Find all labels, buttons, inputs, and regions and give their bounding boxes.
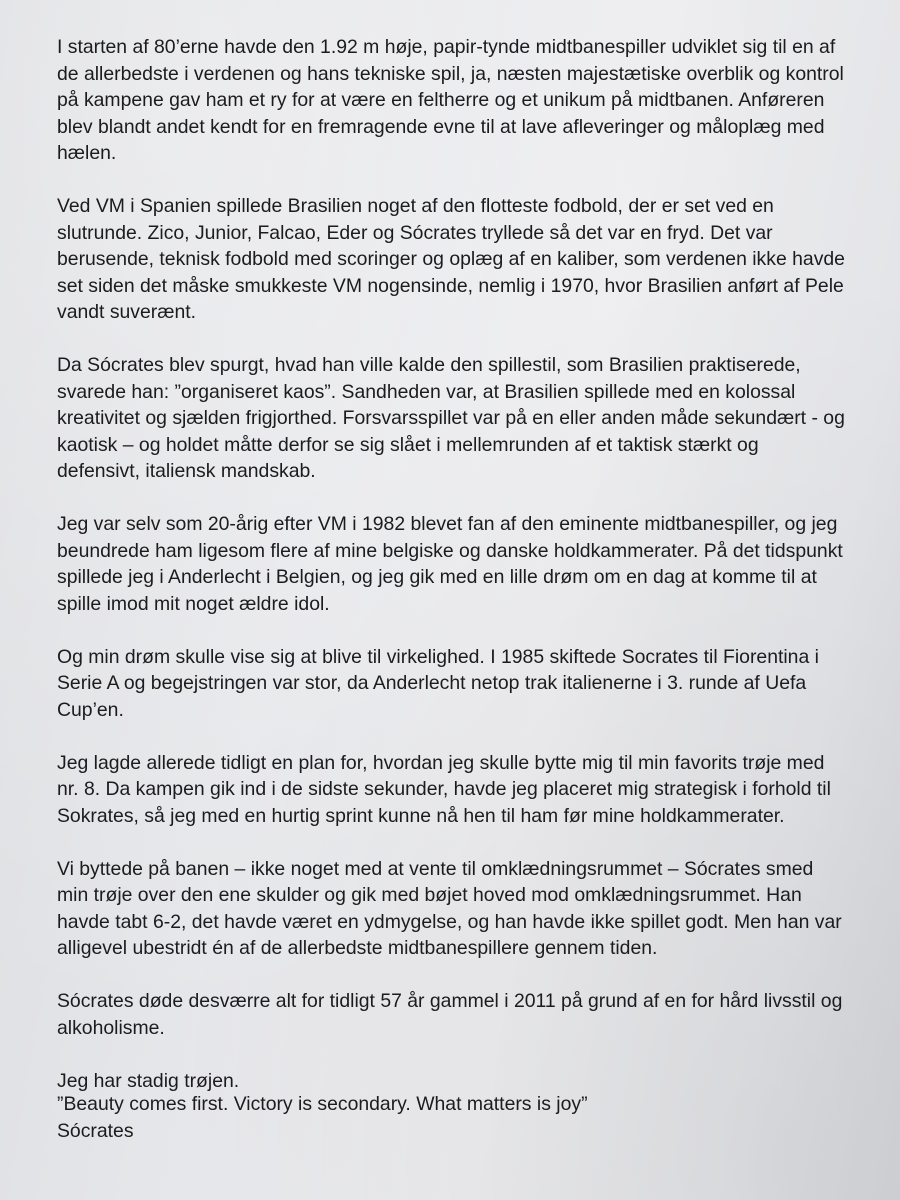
document-body <box>57 34 857 1121</box>
paragraph-3: Da Sócrates blev spurgt, hvad han ville kalde den spillestil, som Brasilien praktiserede, svarede han: ”organiseret kaos”. Sandheden var, at Brasilien spillede med en kolossal kreativitet og sjælden frigjorthed. Forsvarsspillet var på en eller anden måde sekundært - og kaotisk – og holdet måtte derfor se sig slået i mellemrunden af et taktisk stærkt og defensivt, italiensk mandskab. <box>57 354 845 482</box>
quote-author: Sócrates <box>57 1119 134 1142</box>
paragraph-1: I starten af 80’erne havde den 1.92 m høje, papir-tynde midtbanespiller udviklet sig til en af de allerbedste i verdenen og hans tekniske spil, ja, næsten majestætiske overblik og kontrol på kampene gav ham et ry for at være en feltherre og et unikum på midtbanen. Anføreren blev blandt andet kendt for en fremragende evne til at lave afleveringer og måloplæg med hælen. <box>57 36 844 164</box>
paragraph-5: Og min drøm skulle vise sig at blive til virkelighed. I 1985 skiftede Socrates til Fiorentina i Serie A og begejstringen var stor, da Anderlecht netop trak italienerne i 3. runde af Uefa Cup’en. <box>57 645 819 721</box>
quote-text: ”Beauty comes first. Victory is secondary. What matters is joy” <box>57 1093 588 1115</box>
closing-quote <box>57 1091 857 1144</box>
paragraph-2: Ved VM i Spanien spillede Brasilien noget af den flotteste fodbold, der er set ved en slutrunde. Zico, Junior, Falcao, Eder og Sócrates tryllede så det var en fryd. Det var berusende, teknisk fodbold med scoringer og oplæg af en kaliber, som verdenen ikke havde set siden det måske smukkeste VM nogensinde, nemlig i 1970, hvor Brasilien anført af Pele vandt suverænt. <box>57 195 845 323</box>
paragraph-4: Jeg var selv som 20-årig efter VM i 1982 blevet fan af den eminente midtbanespiller, og jeg beundrede ham ligesom flere af mine belgiske og danske holdkammerater. På det tidspunkt spillede jeg i Anderlecht i Belgien, og jeg gik med en lille drøm om en dag at komme til at spille imod mit noget ældre idol. <box>57 513 843 615</box>
paragraph-7: Vi byttede på banen – ikke noget med at vente til omklædningsrummet – Sócrates smed min trøje over den ene skulder og gik med bøjet hoved mod omklædningsrummet. Han havde tabt 6-2, det havde været en ydmygelse, og han havde ikke spillet godt. Men han var alligevel ubestridt én af de allerbedste midtbanespillere gennem tiden. <box>57 857 842 959</box>
paragraph-6: Jeg lagde allerede tidligt en plan for, hvordan jeg skulle bytte mig til min favorits trøje med nr. 8. Da kampen gik ind i de sidste sekunder, havde jeg placeret mig strategisk i forhold til Sokrates, så jeg med en hurtig sprint kunne nå hen til ham før mine holdkammerater. <box>57 751 831 827</box>
paragraph-9: Jeg har stadig trøjen. <box>57 1069 240 1092</box>
paragraph-8: Sócrates døde desværre alt for tidligt 57 år gammel i 2011 på grund af en for hård livsstil og alkoholisme. <box>57 990 843 1039</box>
